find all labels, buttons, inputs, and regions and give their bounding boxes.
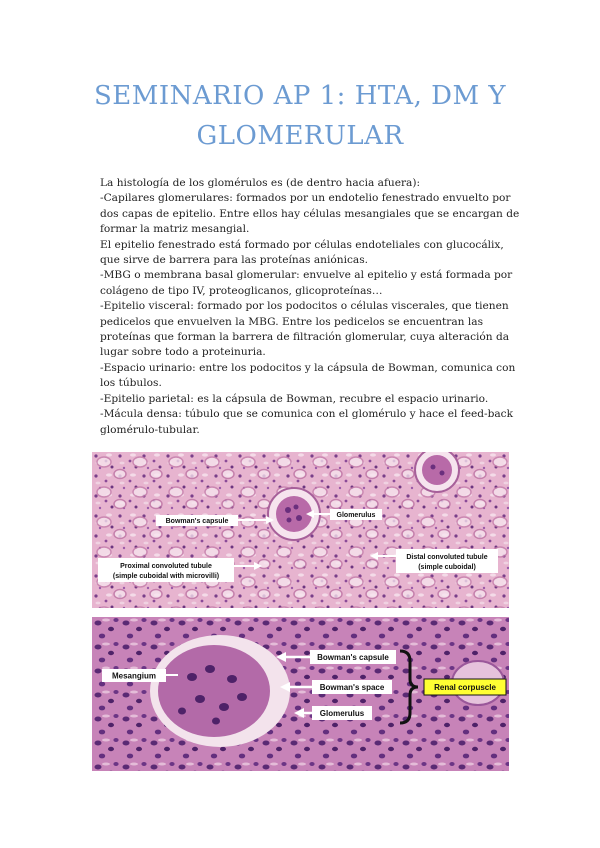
- label-renal-corpuscle: Renal corpuscle: [434, 683, 496, 692]
- histology-image-1: [92, 452, 509, 608]
- document-title: [0, 76, 600, 156]
- paragraph: -MBG o membrana basal glomerular: envuelve al epitelio y está formada por colágeno de tipo IV, proteoglicanos, glicoproteínas…: [100, 269, 513, 297]
- label-mesangium: Mesangium: [111, 671, 157, 681]
- label-bowmans-capsule: Bowman's capsule: [165, 518, 229, 525]
- histology-image-2: [92, 617, 509, 771]
- histology-figure-high-mag: [92, 617, 509, 771]
- paragraph: -Capilares glomerulares: formados por un endotelio fenestrado envuelto por dos capas de epitelio. Entre ellos hay células mesangiales que se encargan de formar la matriz mesangial.: [100, 192, 520, 236]
- label-glomerulus-2: Glomerulus: [319, 709, 365, 718]
- label-dct-line2: (simple cuboidal): [418, 564, 476, 571]
- histology-figure-low-mag: [92, 452, 509, 608]
- label-pct-line1: Proximal convoluted tubule: [120, 563, 212, 570]
- label-bowmans-space: Bowman's space: [319, 683, 385, 692]
- label-pct-line2: (simple cuboidal with microvilli): [112, 573, 220, 580]
- paragraph: -Epitelio parietal: es la cápsula de Bowman, recubre el espacio urinario.: [100, 392, 489, 405]
- label-glomerulus: Glomerulus: [336, 512, 376, 519]
- body-text: [100, 176, 525, 438]
- paragraph: El epitelio fenestrado está formado por células endoteliales con glucocálix, que sirve de barrera para las proteínas aniónicas.: [100, 238, 504, 267]
- title-line-1: SEMINARIO AP 1: HTA, DM Y: [93, 81, 507, 111]
- title-line-2: GLOMERULAR: [196, 121, 404, 151]
- paragraph: La histología de los glomérulos es (de dentro hacia afuera):: [100, 177, 421, 189]
- paragraph: -Mácula densa: túbulo que se comunica con el glomérulo y hace el feed-back glomérulo-tubular.: [100, 408, 514, 436]
- paragraph: -Espacio urinario: entre los podocitos y la cápsula de Bowman, comunica con los túbulos.: [100, 361, 516, 390]
- paragraph: -Epitelio visceral: formado por los podocitos o células viscerales, que tienen pedicelos que envuelven la MBG. Entre los pedicelos se encuentran las proteínas que forman la barrera de filtración glomerular, cuya alteración da lugar sobre todo a proteinuria.: [100, 300, 510, 359]
- label-dct-line1: Distal convoluted tubule: [406, 554, 488, 561]
- label-bowmans-capsule-2: Bowman's capsule: [317, 653, 389, 662]
